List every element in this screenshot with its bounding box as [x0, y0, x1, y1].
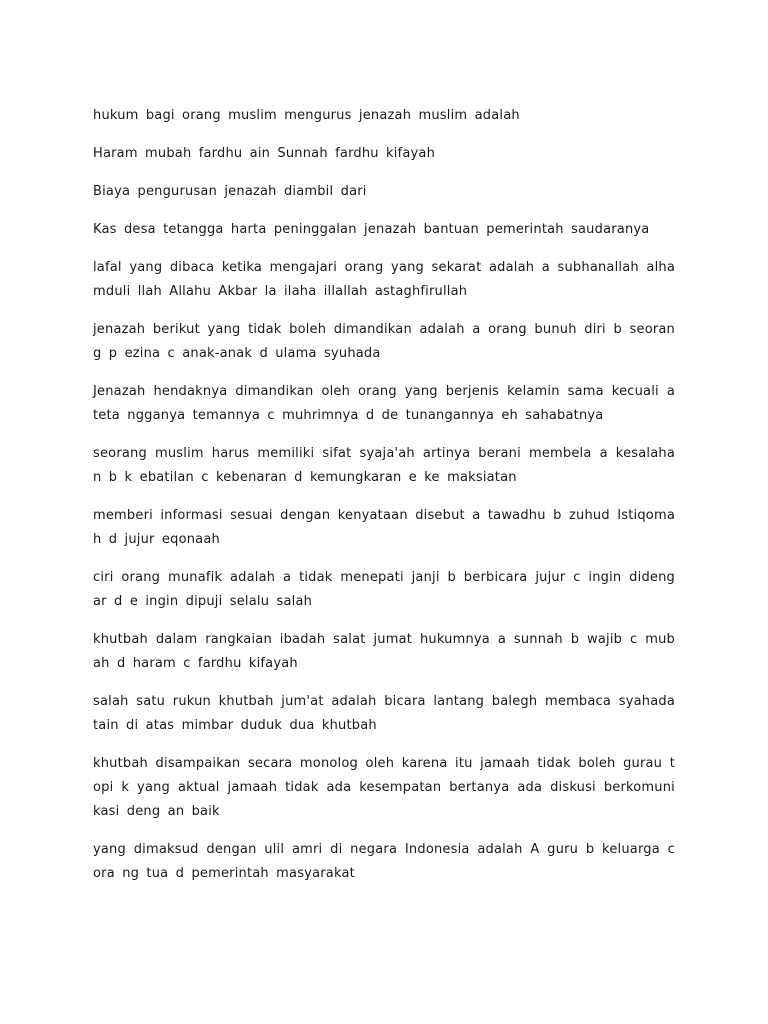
- paragraph-10: ciri orang munafik adalah a tidak menepati janji b berbicara jujur c ingin didengar d e ingin dipuji selalu salah: [93, 570, 675, 609]
- paragraph-6: jenazah berikut yang tidak boleh dimandikan adalah a orang bunuh diri b seorang p ezina c anak-anak d ulama syuhada: [93, 322, 675, 361]
- paragraph-13: khutbah disampaikan secara monolog oleh karena itu jamaah tidak boleh gurau topi k yang aktual jamaah tidak ada kesempatan bertanya ada diskusi berkomunikasi deng an baik: [93, 756, 675, 819]
- paragraph-3: Biaya pengurusan jenazah diambil dari: [93, 184, 367, 199]
- paragraph-7: Jenazah hendaknya dimandikan oleh orang yang berjenis kelamin sama kecuali a teta ngganya temannya c muhrimnya d de tunangannya eh sahabatnya: [93, 384, 675, 423]
- paragraph-2: Haram mubah fardhu ain Sunnah fardhu kifayah: [93, 146, 436, 161]
- paragraph-9: memberi informasi sesuai dengan kenyataan disebut a tawadhu b zuhud Istiqomah d jujur eqonaah: [93, 508, 675, 547]
- paragraph-14: yang dimaksud dengan ulil amri di negara Indonesia adalah A guru b keluarga c ora ng tua d pemerintah masyarakat: [93, 842, 675, 881]
- paragraph-4: Kas desa tetangga harta peninggalan jenazah bantuan pemerintah saudaranya: [93, 222, 650, 237]
- paragraph-5: lafal yang dibaca ketika mengajari orang yang sekarat adalah a subhanallah alhamduli llah Allahu Akbar la ilaha illallah astaghfirullah: [93, 260, 675, 299]
- paragraph-8: seorang muslim harus memiliki sifat syaja'ah artinya berani membela a kesalahan b k ebatilan c kebenaran d kemungkaran e ke maksiatan: [93, 446, 675, 485]
- paragraph-12: salah satu rukun khutbah jum'at adalah bicara lantang balegh membaca syahadatain di atas mimbar duduk dua khutbah: [93, 694, 675, 733]
- paragraph-11: khutbah dalam rangkaian ibadah salat jumat hukumnya a sunnah b wajib c mubah d haram c fardhu kifayah: [93, 632, 675, 671]
- paragraph-1: hukum bagi orang muslim mengurus jenazah muslim adalah: [93, 108, 520, 123]
- document-body: [93, 104, 675, 900]
